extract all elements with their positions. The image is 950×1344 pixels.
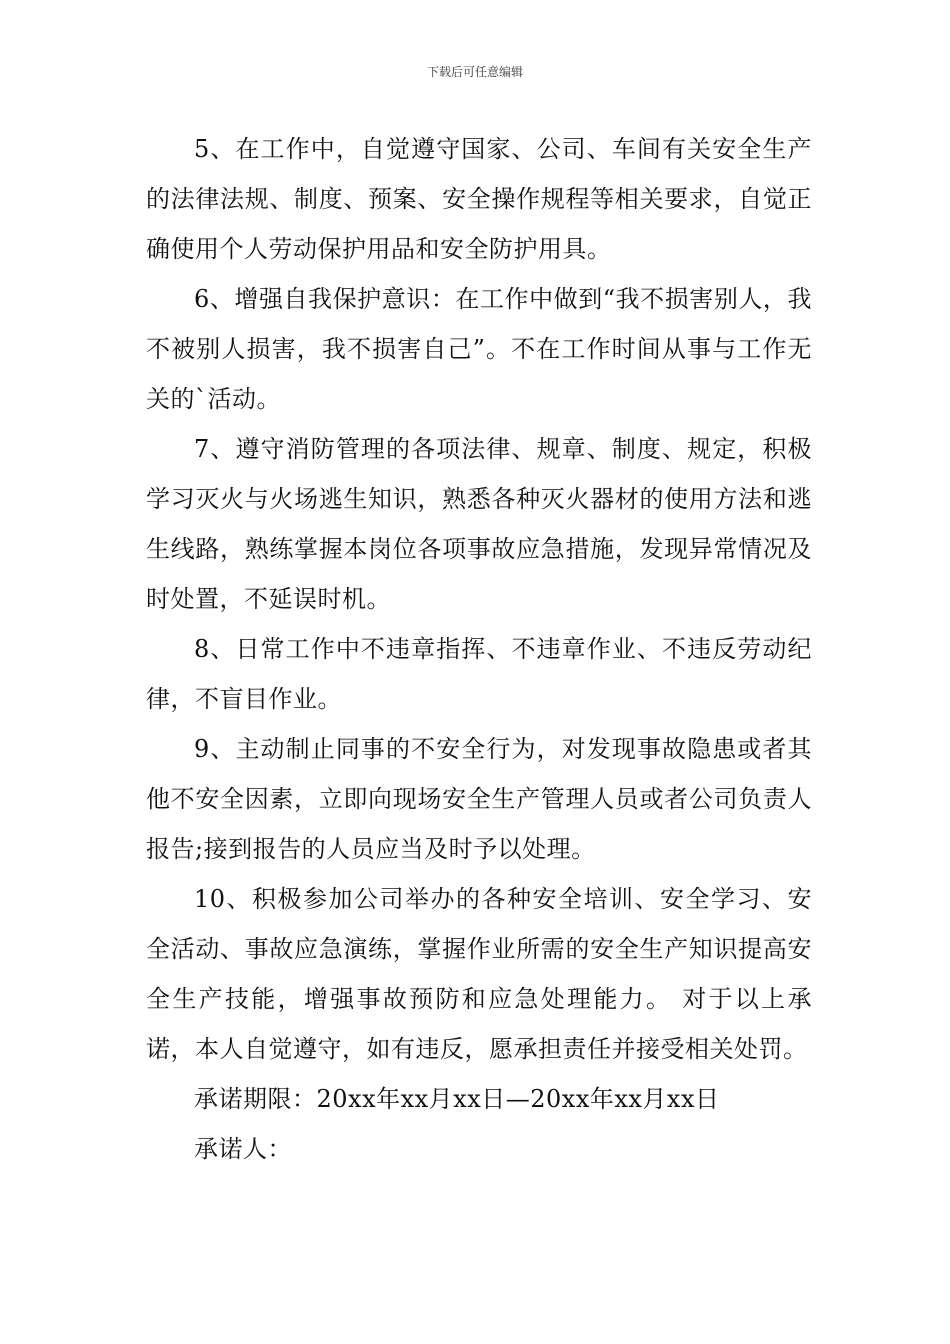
paragraph-item-8: 8、日常工作中不违章指挥、不违章作业、不违反劳动纪律，不盲目作业。 <box>146 635 812 713</box>
paragraph-item-9: 9、主动制止同事的不安全行为，对发现事故隐患或者其他不安全因素，立即向现场安全生产管理人员或者公司负责人报告;接到报告的人员应当及时予以处理。 <box>146 735 812 863</box>
paragraph-item-5: 5、在工作中，自觉遵守国家、公司、车间有关安全生产的法律法规、制度、预案、安全操作规程等相关要求，自觉正确使用个人劳动保护用品和安全防护用具。 <box>146 135 812 263</box>
paragraph-item-10: 10、积极参加公司举办的各种安全培训、安全学习、安全活动、事故应急演练，掌握作业所需的安全生产知识提高安全生产技能，增强事故预防和应急处理能力。 对于以上承诺，本人自觉遵守，如有违反，愿承担责任并接受相关处罚。 <box>146 885 812 1063</box>
document-body <box>146 124 812 1174</box>
signer-label: 承诺人： <box>194 1135 292 1163</box>
paragraph-item-6: 6、增强自我保护意识：在工作中做到“我不损害别人，我不被别人损害，我不损害自己”。不在工作时间从事与工作无关的`活动。 <box>146 285 812 413</box>
commitment-term: 承诺期限：20xx年xx月xx日—20xx年xx月xx日 <box>194 1085 720 1113</box>
page-header-note: 下载后可任意编辑 <box>426 65 523 79</box>
paragraph-item-7: 7、遵守消防管理的各项法律、规章、制度、规定，积极学习灭火与火场逃生知识，熟悉各种灭火器材的使用方法和逃生线路，熟练掌握本岗位各项事故应急措施，发现异常情况及时处置，不延误时机。 <box>146 435 812 613</box>
